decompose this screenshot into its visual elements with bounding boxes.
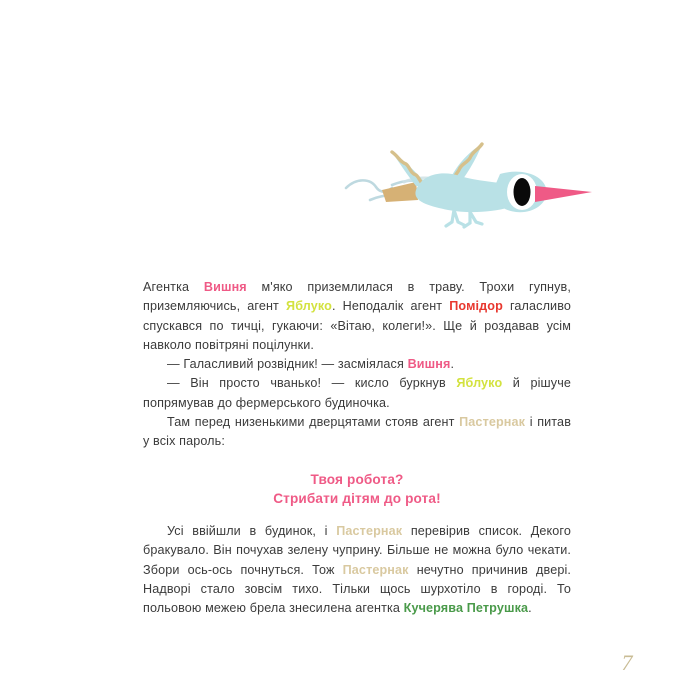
page-number: 7 xyxy=(621,650,633,675)
character-name-pasternak: Пастернак xyxy=(342,562,409,577)
verse-line-1: Твоя робота? xyxy=(310,472,404,487)
story-text-upper xyxy=(143,278,571,452)
character-name-vyshnia: Вишня xyxy=(203,280,247,294)
paragraph-2-dialogue xyxy=(143,355,571,374)
text-run: . xyxy=(528,601,532,616)
password-verse xyxy=(143,470,571,508)
text-run: перевірив список. Декого бракувало. Він почухав зелену чуприну. Більше не можна було чекати. Збори ось-ось почнуться. Тож xyxy=(143,524,571,577)
text-run: і питав у всіх пароль: xyxy=(143,415,572,449)
text-run: Усі ввійшли в будинок, і xyxy=(167,524,337,538)
paragraph-5 xyxy=(143,522,571,618)
bird-legs-icon xyxy=(446,210,482,227)
text-run: — Галасливий розвідник! — засміялася xyxy=(167,357,408,372)
character-name-pomidor: Помідор xyxy=(449,299,503,314)
text-run: й рішуче попрямував до фермерського будиночка. xyxy=(143,376,572,410)
bird-tail-icon xyxy=(382,182,418,202)
character-name-kucheriava-petrushka: Кучерява Петрушка xyxy=(403,601,529,616)
text-run: м'яко приземлилася в траву. Трохи гупнув, приземляючись, агент xyxy=(143,280,572,314)
verse-line-2: Стрибати дітям до рота! xyxy=(273,491,441,506)
character-name-vyshnia: Вишня xyxy=(407,357,451,372)
text-run: галасливо спускався по тичці, гукаючи: «Вітаю, колеги!». Ще й роздавав усім навколо повітряні поцілунки. xyxy=(143,299,572,352)
bird-beak-icon xyxy=(535,186,592,202)
text-run: . xyxy=(450,357,455,372)
character-name-yabluko: Яблуко xyxy=(286,299,332,314)
text-run: Там перед низенькими дверцятами стояв агент xyxy=(167,415,460,430)
text-run: — Він просто чванько! — кисло буркнув xyxy=(167,376,457,391)
paragraph-4 xyxy=(143,413,571,452)
character-name-pasternak: Пастернак xyxy=(336,524,403,538)
flying-bird-illustration xyxy=(330,130,600,235)
story-text-lower xyxy=(143,522,571,618)
text-run: Агентка xyxy=(143,280,204,294)
text-run: нечутно причинив двері. Надворі стало зовсім тихо. Тільки щось шурхотіло в городі. То польовою межею брела знесилена агентка xyxy=(143,562,572,616)
character-name-yabluko: Яблуко xyxy=(456,376,503,391)
text-run: . Неподалік агент xyxy=(331,299,450,314)
bird-eye-pupil-icon xyxy=(514,178,531,206)
character-name-pasternak: Пастернак xyxy=(459,415,526,430)
paragraph-1 xyxy=(143,278,571,355)
paragraph-3-dialogue xyxy=(143,374,571,413)
